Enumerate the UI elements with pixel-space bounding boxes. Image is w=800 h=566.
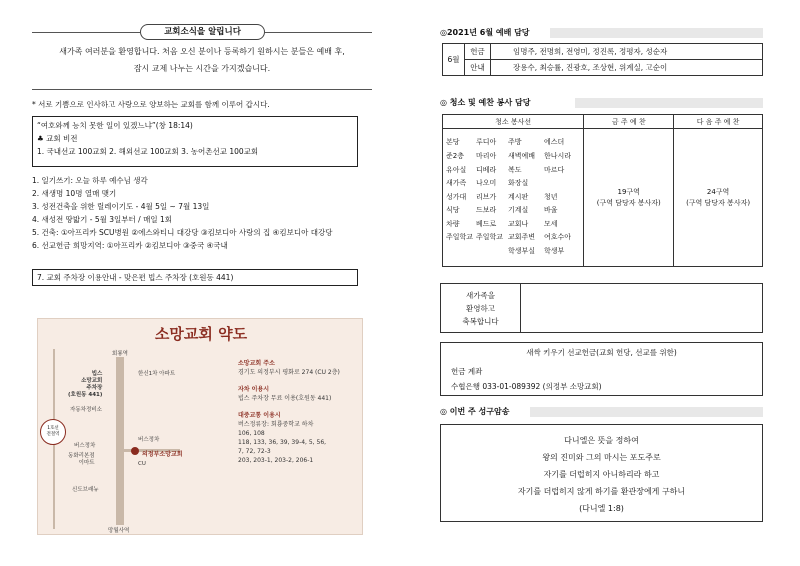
address-text: 경기도 의정부시 평화로 274 (CU 2층) — [238, 369, 340, 376]
news-title: 교회소식을 알립니다 — [140, 24, 265, 40]
clean-cell: 새가족 — [446, 179, 467, 188]
clean-band — [575, 98, 763, 108]
clean-cell: 리브가 — [476, 192, 497, 201]
news-item: 1. 일기쓰기: 오늘 하루 예수님 생각 — [32, 176, 148, 185]
duty-names: 임명주, 전명희, 전영미, 정진록, 정평자, 성순자 — [491, 44, 763, 60]
clean-cell: 새벽예배 — [508, 151, 536, 160]
new-family-text: 새가족을 환영하고 축복합니다 — [441, 284, 521, 332]
map-info — [238, 359, 340, 465]
clean-cell: 교회주변 — [508, 233, 536, 242]
clean-cell: 계시판 — [508, 192, 529, 201]
clean-cell: 모세 — [544, 219, 558, 228]
parking-box: 7. 교회 주차장 이용안내 - 맞은편 빕스 주차장 (호원동 441) — [32, 269, 358, 286]
clean-cell: 마리아 — [476, 151, 497, 160]
this-week-praise: 19구역 (구역 담당자 봉사자) — [584, 129, 674, 267]
map-label-mart: 동화리본점 이마트 — [68, 453, 95, 466]
duty-role: 안내 — [465, 60, 491, 76]
car-text: 빕스 주차장 무료 이용(호원동 441) — [238, 395, 332, 402]
map-label-vips: 빕스 소망교회 주차장 (호원동 441) — [68, 371, 103, 398]
welcome-line-1: 새가족 여러분을 환영합니다. 처음 오신 분이나 등록하기 원하시는 분들은 예배 후, — [59, 47, 345, 56]
clean-title: ◎ 청소 및 예찬 봉사 담당 — [440, 98, 531, 107]
news-item: 6. 선교헌금 희망지역: ①아프리카 ②킴보디아 ③중국 ④국내 — [32, 241, 228, 250]
clean-cell — [544, 177, 578, 191]
clean-cell: 루디아 — [476, 138, 497, 147]
church-map — [37, 318, 363, 535]
offering-account-label: 헌금 계좌 — [451, 367, 483, 376]
map-label-south: 망월사역 — [108, 528, 130, 534]
title-rule-left — [32, 32, 140, 33]
verse-line: 다니엘은 뜻을 정하여 — [564, 436, 639, 445]
clean-cell: 바울 — [544, 206, 558, 215]
bus-route: 203, 203-1, 203-2, 206-1 — [238, 457, 314, 464]
offering-title: 새싹 키우기 선교헌금(교회 헌당, 선교를 위한) — [526, 348, 677, 357]
right-page — [400, 0, 800, 566]
map-label-bus: 버스정차 — [74, 443, 96, 449]
news-item: 3. 성전건축을 위한 릴레이기도 - 4월 5일 ~ 7월 13일 — [32, 202, 210, 211]
clean-header: 청소 봉사선 — [443, 115, 584, 129]
clean-cell: 기계실 — [508, 206, 529, 215]
clean-header: 금 주 예 찬 — [584, 115, 674, 129]
clean-cell: 디베라 — [476, 165, 497, 174]
main-road — [116, 357, 124, 525]
vision-items: 1. 국내선교 100교회 2. 해외선교 100교회 3. 농어촌선교 100교회 — [37, 147, 259, 156]
clean-col-area — [446, 136, 476, 245]
bus-title: 대중교통 이용시 — [238, 412, 281, 419]
verse-line: 왕의 진미와 그의 마시는 포도주로 — [542, 453, 661, 462]
vision-verse: “여호와께 능치 못한 일이 있겠느냐”(창 18:14) — [37, 121, 193, 130]
vision-box — [32, 116, 358, 167]
clean-cell: 차량 — [446, 219, 460, 228]
verse-box — [440, 424, 763, 522]
news-item: 4. 새성전 땅밟기 - 5월 3일부터 / 매일 1회 — [32, 215, 172, 224]
duty-month: 6월 — [443, 44, 465, 76]
bus-route: 7, 72, 72-3 — [238, 448, 271, 455]
verse-line: (다니엘 1:8) — [579, 504, 624, 513]
map-label-church: 의정부소망교회 — [142, 451, 183, 458]
clean-col-area — [508, 136, 544, 258]
map-label-station: 1호선 전철역 — [40, 419, 66, 445]
duty-band — [550, 28, 763, 38]
clean-cell: 준2층 — [446, 151, 464, 160]
clean-header: 다 음 주 예 찬 — [674, 115, 763, 129]
clean-cell: 식당 — [446, 206, 460, 215]
clean-cell: 주방 — [508, 138, 522, 147]
clean-cell: 유아실 — [446, 165, 467, 174]
duty-names: 장용수, 최승률, 진광호, 조상현, 위계실, 고순이 — [491, 60, 763, 76]
clean-cell: 교회나 — [508, 219, 529, 228]
clean-cell: 나오미 — [476, 179, 497, 188]
duty-title: ◎2021년 6월 예배 담당 — [440, 28, 530, 37]
offering-box — [440, 342, 763, 396]
map-label-north: 회룡역 — [112, 351, 128, 357]
car-title: 자차 이용시 — [238, 386, 270, 393]
note-text: * 서로 기쁨으로 인사하고 사랑으로 양보하는 교회를 함께 이루어 갑시다. — [32, 100, 270, 109]
clean-cell: 에스더 — [544, 138, 565, 147]
church-marker-icon — [131, 447, 139, 455]
news-item: 2. 새생명 10명 열매 맺기 — [32, 189, 117, 198]
verse-line: 자기를 더럽히지 아니하리라 하고 — [543, 470, 660, 479]
verse-line: 자기를 더럽히지 않게 하기를 환관장에게 구하니 — [517, 487, 686, 496]
bus-route: 118, 133, 36, 39, 39-4, 5, 56, — [238, 439, 327, 446]
clean-cell: 복도 — [508, 165, 522, 174]
clean-assignments — [443, 129, 584, 267]
map-label-apt: 한신1차 아파트 — [138, 371, 176, 377]
offering-account: 수협은행 033-01-089392 (의정부 소망교회) — [451, 382, 602, 391]
clean-cell: 본당 — [446, 138, 460, 147]
clean-cell: 한나시라 — [544, 151, 572, 160]
clean-cell: 주일학교 — [476, 233, 504, 242]
clean-cell: 여호수아 — [544, 233, 572, 242]
clean-col-group — [544, 136, 578, 258]
clean-cell: 학생부실 — [508, 247, 536, 256]
map-title: 소망교회 약도 — [154, 325, 248, 343]
title-rule-right — [265, 32, 372, 33]
next-week-praise: 24구역 (구역 담당자 봉사자) — [674, 129, 763, 267]
clean-table — [442, 114, 763, 267]
map-label-bus-stop: 버스정차 — [138, 437, 160, 443]
duty-role: 헌금 — [465, 44, 491, 60]
clean-cell: 학생부 — [544, 247, 565, 256]
clean-cell: 드보라 — [476, 206, 497, 215]
clean-cell: 주일학교 — [446, 233, 474, 242]
news-item: 5. 건축: ①아프리카 SCU병원 ②에스와티니 대강당 ③킴보디아 사랑의 집 ④킴보디아 대강당 — [32, 228, 333, 237]
address-title: 소망교회 주소 — [238, 360, 275, 367]
clean-col-group — [476, 136, 508, 245]
bus-route: 106, 108 — [238, 430, 265, 437]
clean-cell: 청년 — [544, 192, 558, 201]
clean-cell: 베드로 — [476, 219, 497, 228]
verse-band — [530, 407, 763, 417]
duty-table — [442, 43, 763, 76]
divider — [32, 89, 372, 90]
verse-title: ◎ 이번 주 성구암송 — [440, 407, 510, 416]
clean-cell: 성가대 — [446, 192, 467, 201]
map-label-cu: CU — [138, 461, 146, 467]
welcome-line-2: 잠시 교제 나누는 시간을 가지겠습니다. — [133, 64, 271, 73]
map-label-car-center: 자동차정비소 — [70, 407, 102, 413]
new-family-box — [440, 283, 763, 333]
bus-stop-text: 버스정류장: 회룡중학교 하차 — [238, 421, 314, 428]
clean-cell: 화장실 — [508, 179, 529, 188]
vision-heading: ♣ 교회 비전 — [37, 134, 78, 143]
map-label-shinae: 신도브래뉴 — [72, 487, 99, 493]
clean-cell: 마르다 — [544, 165, 565, 174]
news-list — [32, 174, 333, 252]
